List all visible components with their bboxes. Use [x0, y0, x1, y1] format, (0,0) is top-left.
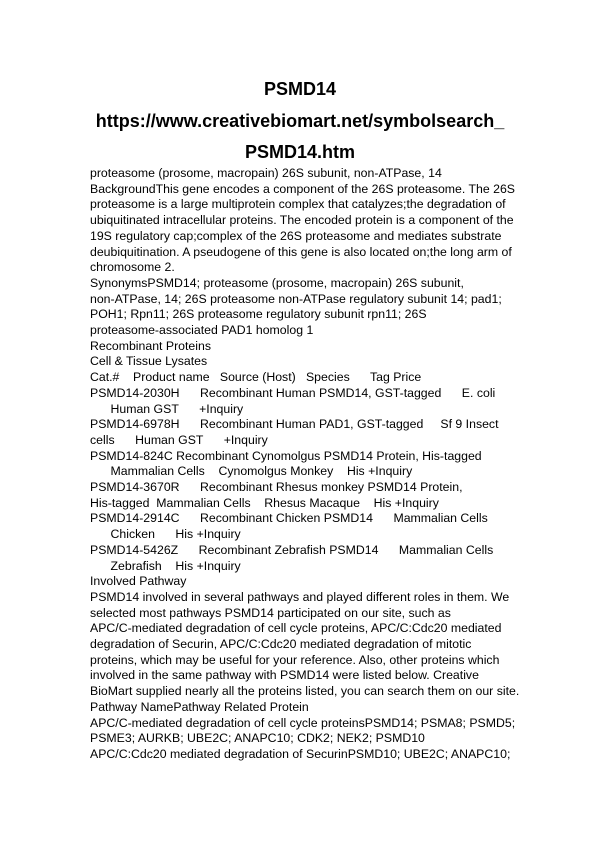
body-line: PSMD14-5426Z Recombinant Zebrafish PSMD14 Mammalian Cells — [90, 542, 494, 557]
body-line: APC/C-mediated degradation of cell cycle proteinsPSMD14; PSMA8; PSMD5; — [90, 715, 516, 730]
body-line: involved in the same pathway with PSMD14 were listed below. Creative — [90, 668, 479, 683]
body-line: APC/C-mediated degradation of cell cycle proteins, APC/C:Cdc20 mediated — [90, 621, 502, 636]
body-line: chromosome 2. — [90, 260, 175, 275]
body-line: PSMD14-6978H Recombinant Human PAD1, GST-tagged Sf 9 Insect — [90, 417, 499, 432]
body-line: Cell & Tissue Lysates — [90, 354, 208, 369]
body-line: Cat.# Product name Source (Host) Species Tag Price — [90, 370, 422, 385]
body-line: degradation of Securin, APC/C:Cdc20 mediated degradation of mitotic — [90, 637, 472, 651]
body-line: PSME3; AURKB; UBE2C; ANAPC10; CDK2; NEK2; PSMD10 — [90, 731, 425, 746]
body-line: non-ATPase, 14; 26S proteasome non-ATPase regulatory subunit 14; pad1; — [90, 291, 502, 306]
body-line: cells Human GST +Inquiry — [90, 432, 268, 447]
body-line: His-tagged Mammalian Cells Rhesus Macaque His +Inquiry — [90, 495, 439, 510]
body-line: POH1; Rpn11; 26S proteasome regulatory subunit rpn11; 26S — [90, 307, 427, 322]
body-line: PSMD14-2030H Recombinant Human PSMD14, GST-tagged E. coli — [90, 385, 496, 400]
body-line: APC/C:Cdc20 mediated degradation of SecurinPSMD10; UBE2C; ANAPC10; — [90, 746, 511, 761]
body-line: proteasome is a large multiprotein complex that catalyzes;the degradation of — [90, 197, 506, 212]
body-line: PSMD14-824C Recombinant Cynomolgus PSMD14 Protein, His-tagged — [90, 448, 482, 463]
document-title: PSMD14 — [263, 79, 337, 99]
body-line: Chicken His +Inquiry — [90, 527, 241, 542]
document-url-line-2: PSMD14.htm — [244, 142, 356, 162]
body-line: BioMart supplied nearly all the proteins listed, you can search them on our site. — [90, 684, 520, 699]
body-line: BackgroundThis gene encodes a component of the 26S proteasome. The 26S — [90, 181, 515, 196]
body-line: selected most pathways PSMD14 participated on our site, such as — [90, 605, 451, 620]
body-line: proteins, which may be useful for your reference. Also, other proteins which — [90, 652, 500, 667]
body-line: Involved Pathway — [90, 574, 187, 589]
body-line: Recombinant Proteins — [90, 338, 211, 353]
body-line: deubiquitination. A pseudogene of this gene is also located on;the long arm of — [90, 244, 512, 259]
body-line: Human GST +Inquiry — [90, 401, 244, 416]
body-line: Mammalian Cells Cynomolgus Monkey His +Inquiry — [90, 464, 413, 479]
body-line: proteasome-associated PAD1 homolog 1 — [90, 323, 314, 337]
body-line: proteasome (prosome, macropain) 26S subunit, non-ATPase, 14 — [90, 166, 442, 180]
body-line: ubiquitinated intracellular proteins. The encoded protein is a component of the — [90, 213, 514, 228]
body-line: SynonymsPSMD14; proteasome (prosome, macropain) 26S subunit, — [90, 275, 464, 290]
body-line: PSMD14 involved in several pathways and played different roles in them. We — [90, 589, 510, 604]
body-line: PSMD14-2914C Recombinant Chicken PSMD14 Mammalian Cells — [90, 511, 488, 526]
body-line: Pathway NamePathway Related Protein — [90, 699, 309, 714]
body-line: Zebrafish His +Inquiry — [90, 558, 241, 573]
body-line: 19S regulatory cap;complex of the 26S proteasome and mediates substrate — [90, 228, 502, 243]
document-url-line-1: https://www.creativebiomart.net/symbolsearch_ — [95, 111, 505, 131]
body-line: PSMD14-3670R Recombinant Rhesus monkey PSMD14 Protein, — [90, 480, 463, 494]
